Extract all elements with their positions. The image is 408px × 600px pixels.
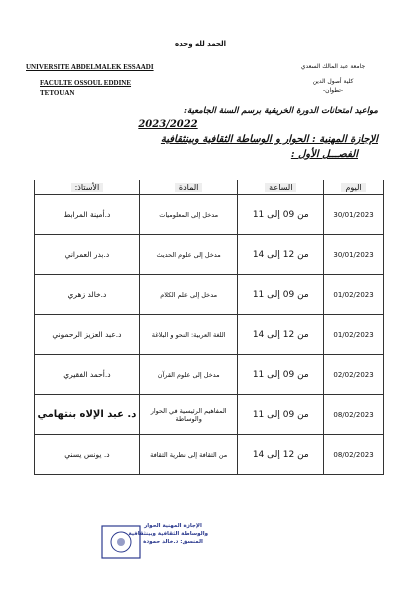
cell-subject: اللغة العربية: النحو و البلاغة xyxy=(139,315,238,355)
header-left-french xyxy=(26,62,176,98)
cell-time: من 09 إلى 11 xyxy=(237,355,323,395)
cell-day: 02/02/2023 xyxy=(323,355,384,395)
cell-subject: مدخل إلى علوم الحديث xyxy=(139,235,238,275)
cell-time: من 12 إلى 14 xyxy=(237,315,323,355)
cell-subject: مدخل إلى علوم القرآن xyxy=(139,355,238,395)
stamp-text xyxy=(128,522,208,546)
cell-time: من 12 إلى 14 xyxy=(237,435,323,475)
cell-day: 08/02/2023 xyxy=(323,435,384,475)
faculty-name-fr: FACULTE OSSOUL EDDINE xyxy=(40,79,132,87)
university-name-fr: UNIVERSITE ABDELMALEK ESSAADI xyxy=(26,63,154,71)
cell-day: 01/02/2023 xyxy=(323,275,384,315)
faculty-name-ar: كلية أصول الدين xyxy=(312,78,354,85)
table-row xyxy=(34,195,384,235)
basmala: الحمد لله وحده xyxy=(175,40,226,48)
header-day: اليوم xyxy=(323,180,384,195)
cell-professor: د.عبد العزيز الرحموني xyxy=(34,315,139,355)
header-right-arabic xyxy=(278,62,388,95)
stamp-line-3: المنسق: د.خالد حمودة xyxy=(143,539,203,545)
cell-professor: د.خالد زهري xyxy=(34,275,139,315)
cell-professor: د. عبد الإلاه بنتهامي xyxy=(34,395,139,435)
stamp-line-2: والوساطة الثقافية وبينثقافية xyxy=(128,531,208,537)
table-row xyxy=(34,395,384,435)
cell-professor: د.أمينة المرابط xyxy=(34,195,139,235)
cell-professor: د. يونس يسني xyxy=(34,435,139,475)
table-row xyxy=(34,355,384,395)
exam-schedule-table xyxy=(34,180,384,475)
header-subject: المادة xyxy=(139,180,238,195)
cell-subject: مدخل إلى المعلوميات xyxy=(139,195,238,235)
academic-year: 2023/2022 xyxy=(138,119,198,130)
semester-title: الفصـــل الأول : xyxy=(290,149,358,160)
cell-subject: المفاهيم الرئيسية في الحوار والوساطة xyxy=(139,395,238,435)
table-row xyxy=(34,315,384,355)
title-block xyxy=(28,104,378,162)
cell-professor: د.أحمد الفقيري xyxy=(34,355,139,395)
cell-subject: مدخل إلى علم الكلام xyxy=(139,275,238,315)
table-row xyxy=(34,435,384,475)
city-fr: TETOUAN xyxy=(40,89,75,97)
cell-time: من 12 إلى 14 xyxy=(237,235,323,275)
cell-subject: من الثقافة إلى نظرية الثقافة xyxy=(139,435,238,475)
header-professor: الأستاذ: xyxy=(34,180,139,195)
university-name-ar: جامعة عبد المالك السعدي xyxy=(300,63,366,70)
cell-day: 30/01/2023 xyxy=(323,195,384,235)
program-title: الإجازة المهنية : الحوار و الوساطة الثقافية وبينثقافية xyxy=(160,134,378,145)
cell-time: من 09 إلى 11 xyxy=(237,275,323,315)
title-line-1: مواعيد امتحانات الدورة الخريفية برسم السنة الجامعية: xyxy=(183,106,378,116)
cell-day: 30/01/2023 xyxy=(323,235,384,275)
table-row xyxy=(34,275,384,315)
cell-day: 08/02/2023 xyxy=(323,395,384,435)
cell-professor: د.بدر العمراني xyxy=(34,235,139,275)
city-ar: -تطوان- xyxy=(322,87,344,94)
table-row xyxy=(34,235,384,275)
cell-time: من 09 إلى 11 xyxy=(237,395,323,435)
cell-time: من 09 إلى 11 xyxy=(237,195,323,235)
cell-day: 01/02/2023 xyxy=(323,315,384,355)
header-time: الساعة xyxy=(237,180,323,195)
table-header-row xyxy=(34,180,384,195)
stamp-line-1: الإجازة المهنية الحوار xyxy=(144,523,202,529)
